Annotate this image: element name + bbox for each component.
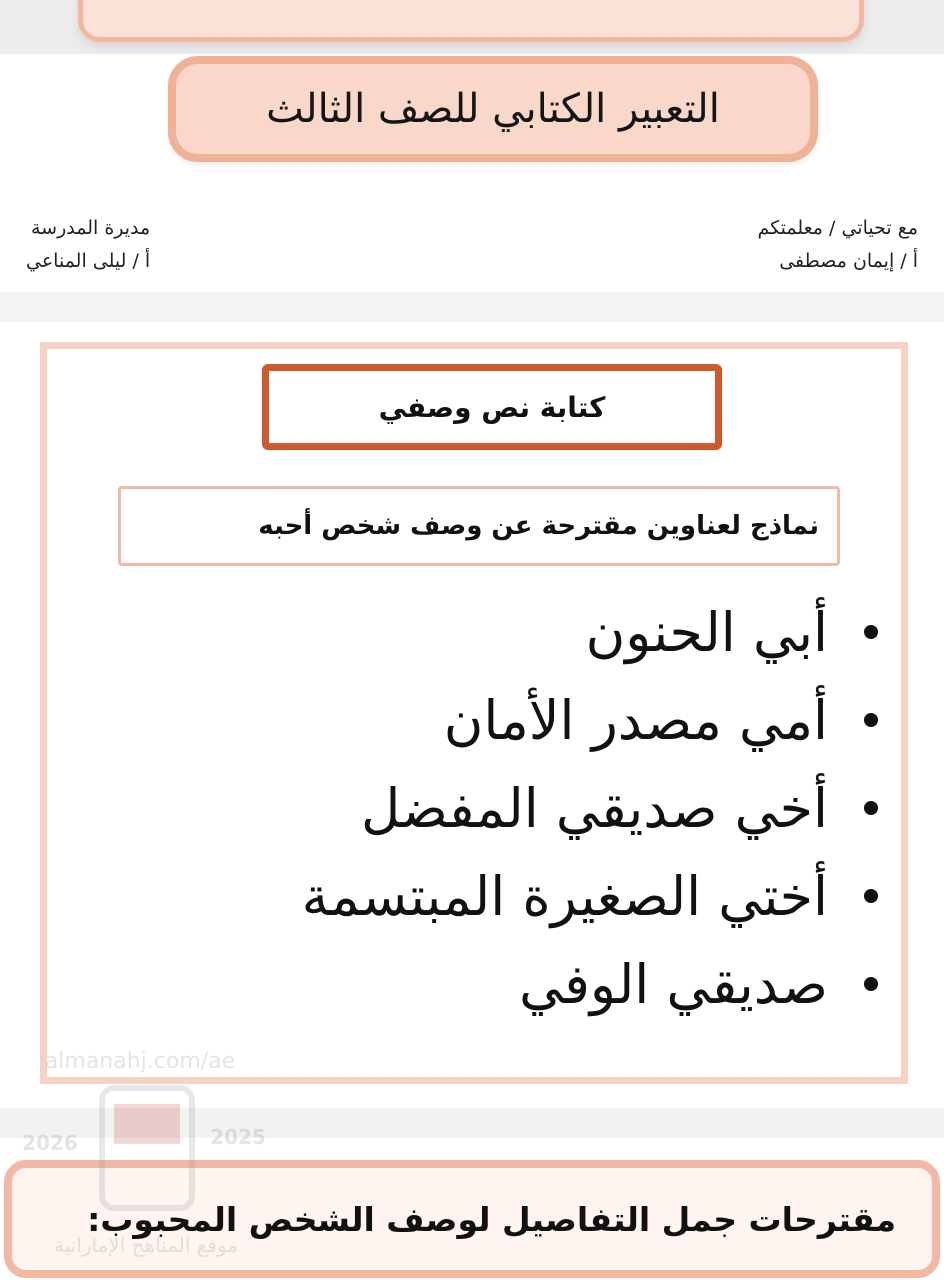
previous-card-edge (78, 0, 864, 42)
watermark-brand: موقع المناهج الإماراتية (53, 1233, 239, 1257)
lesson-heading: كتابة نص وصفي (378, 390, 606, 424)
watermark-year-right: 2025 (210, 1125, 266, 1149)
watermark-site: almanahj.com/ae (44, 1049, 236, 1074)
bullet-icon (864, 625, 878, 639)
list-item (78, 940, 878, 1028)
page-separator-2 (0, 1108, 944, 1138)
watermark-year-left: 2026 (22, 1131, 78, 1155)
principal-line-2: أ / ليلى المناعي (26, 250, 151, 272)
list-item (78, 676, 878, 764)
lesson-heading-box (262, 364, 722, 450)
bullet-icon (864, 889, 878, 903)
bullet-icon (864, 713, 878, 727)
page-title: التعبير الكتابي للصف الثالث (266, 86, 720, 132)
footer-title: مقترحات جمل التفاصيل لوصف الشخص المحبوب: (87, 1199, 896, 1239)
list-item (78, 588, 878, 676)
bullet-icon (864, 977, 878, 991)
list-item-text: أخي صديقي المفضل (361, 776, 828, 840)
principal-line-1: مديرة المدرسة (30, 217, 151, 239)
list-item-text: صديقي الوفي (519, 952, 828, 1016)
list-item-text: أمي مصدر الأمان (443, 688, 828, 752)
footer-card (4, 1160, 940, 1278)
lesson-subheading-box (118, 486, 840, 566)
title-suggestions-list (78, 588, 878, 1028)
list-item-text: أختي الصغيرة المبتسمة (301, 864, 828, 928)
list-item (78, 764, 878, 852)
page-separator (0, 292, 944, 322)
list-item-text: أبي الحنون (585, 600, 828, 664)
teacher-signature (758, 212, 919, 278)
lesson-subheading: نماذج لعناوين مقترحة عن وصف شخص أحبه (258, 511, 819, 541)
teacher-line-2: أ / إيمان مصطفى (779, 250, 918, 272)
title-card (168, 56, 818, 162)
list-item (78, 852, 878, 940)
principal-signature (26, 212, 150, 278)
bullet-icon (864, 801, 878, 815)
teacher-line-1: مع تحياتي / معلمتكم (757, 217, 918, 239)
